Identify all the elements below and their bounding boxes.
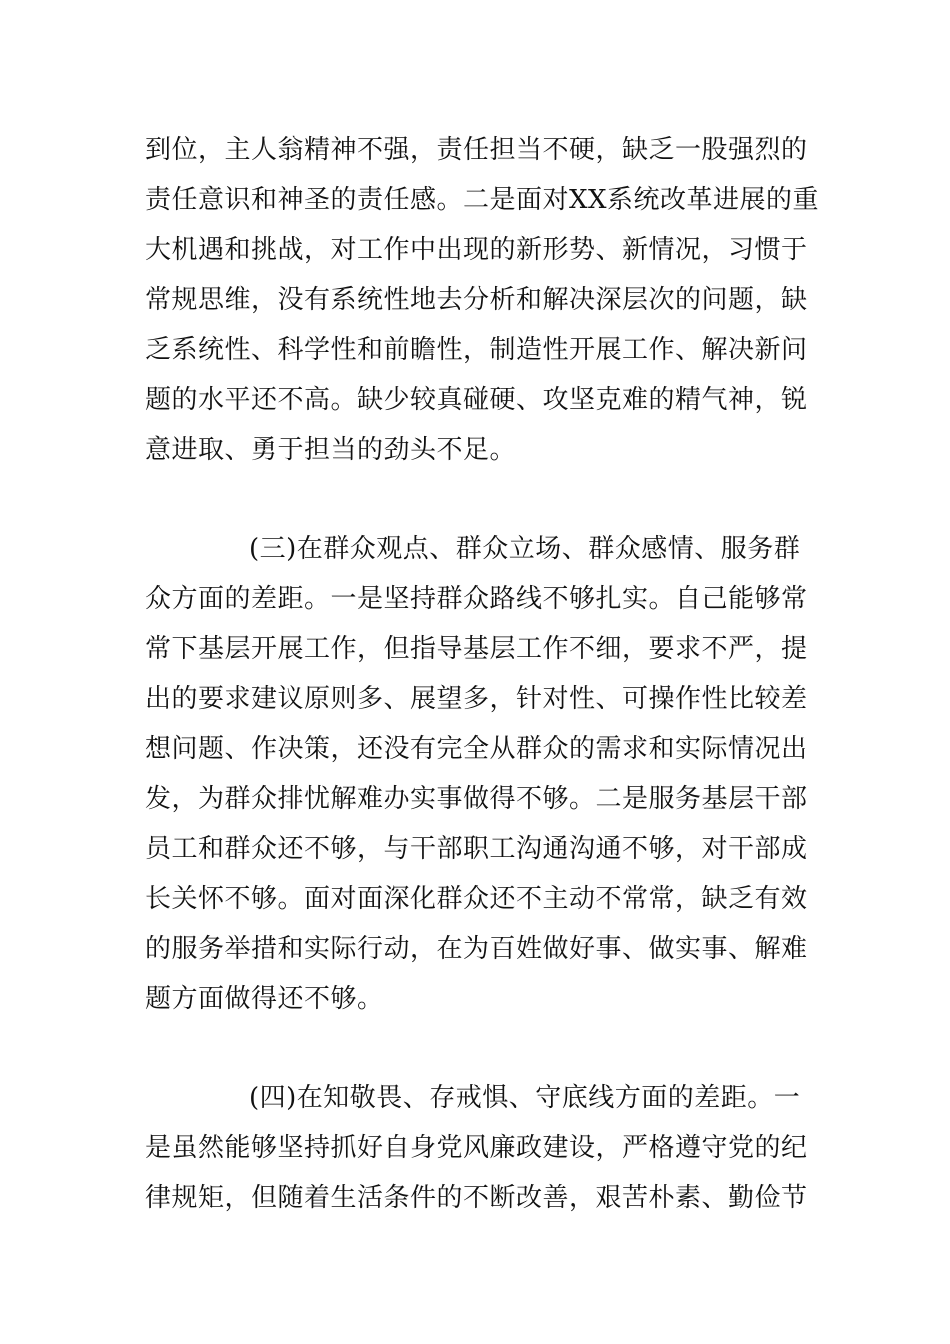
text-line: 员工和群众还不够，与干部职工沟通沟通不够，对干部成 [145, 834, 808, 864]
text-line: 责任意识和神圣的责任感。二是面对XX系统改革进展的重 [145, 185, 820, 215]
text-line: 出的要求建议原则多、展望多，针对性、可操作性比较差 [145, 684, 808, 714]
section-heading-line: (三)在群众观点、群众立场、群众感情、服务群 [249, 534, 801, 564]
text-line: 到位，主人翁精神不强，责任担当不硬，缺乏一股强烈的 [145, 135, 808, 165]
text-line: 长关怀不够。面对面深化群众还不主动不常常，缺乏有效 [145, 884, 808, 914]
text-line: 大机遇和挑战，对工作中出现的新形势、新情况，习惯于 [145, 235, 808, 265]
text-line: 想问题、作决策，还没有完全从群众的需求和实际情况出 [145, 734, 808, 764]
text-line: 常下基层开展工作，但指导基层工作不细，要求不严，提 [145, 634, 808, 664]
text-line: 题方面做得还不够。 [145, 984, 384, 1014]
text-line: 律规矩，但随着生活条件的不断改善，艰苦朴素、勤俭节 [145, 1183, 808, 1213]
text-line: 意进取、勇于担当的劲头不足。 [145, 435, 517, 465]
text-line: 是虽然能够坚持抓好自身党风廉政建设，严格遵守党的纪 [145, 1133, 808, 1163]
text-line: 题的水平还不高。缺少较真碰硬、攻坚克难的精气神，锐 [145, 385, 808, 415]
text-line: 乏系统性、科学性和前瞻性，制造性开展工作、解决新问 [145, 335, 808, 365]
text-line: 的服务举措和实际行动，在为百姓做好事、做实事、解难 [145, 934, 808, 964]
text-line: 众方面的差距。一是坚持群众路线不够扎实。自己能够常 [145, 584, 808, 614]
text-line: 发，为群众排忧解难办实事做得不够。二是服务基层干部 [145, 784, 808, 814]
section-heading-line: (四)在知敬畏、存戒惧、守底线方面的差距。一 [249, 1083, 801, 1113]
text-line: 常规思维，没有系统性地去分析和解决深层次的问题，缺 [145, 285, 808, 315]
